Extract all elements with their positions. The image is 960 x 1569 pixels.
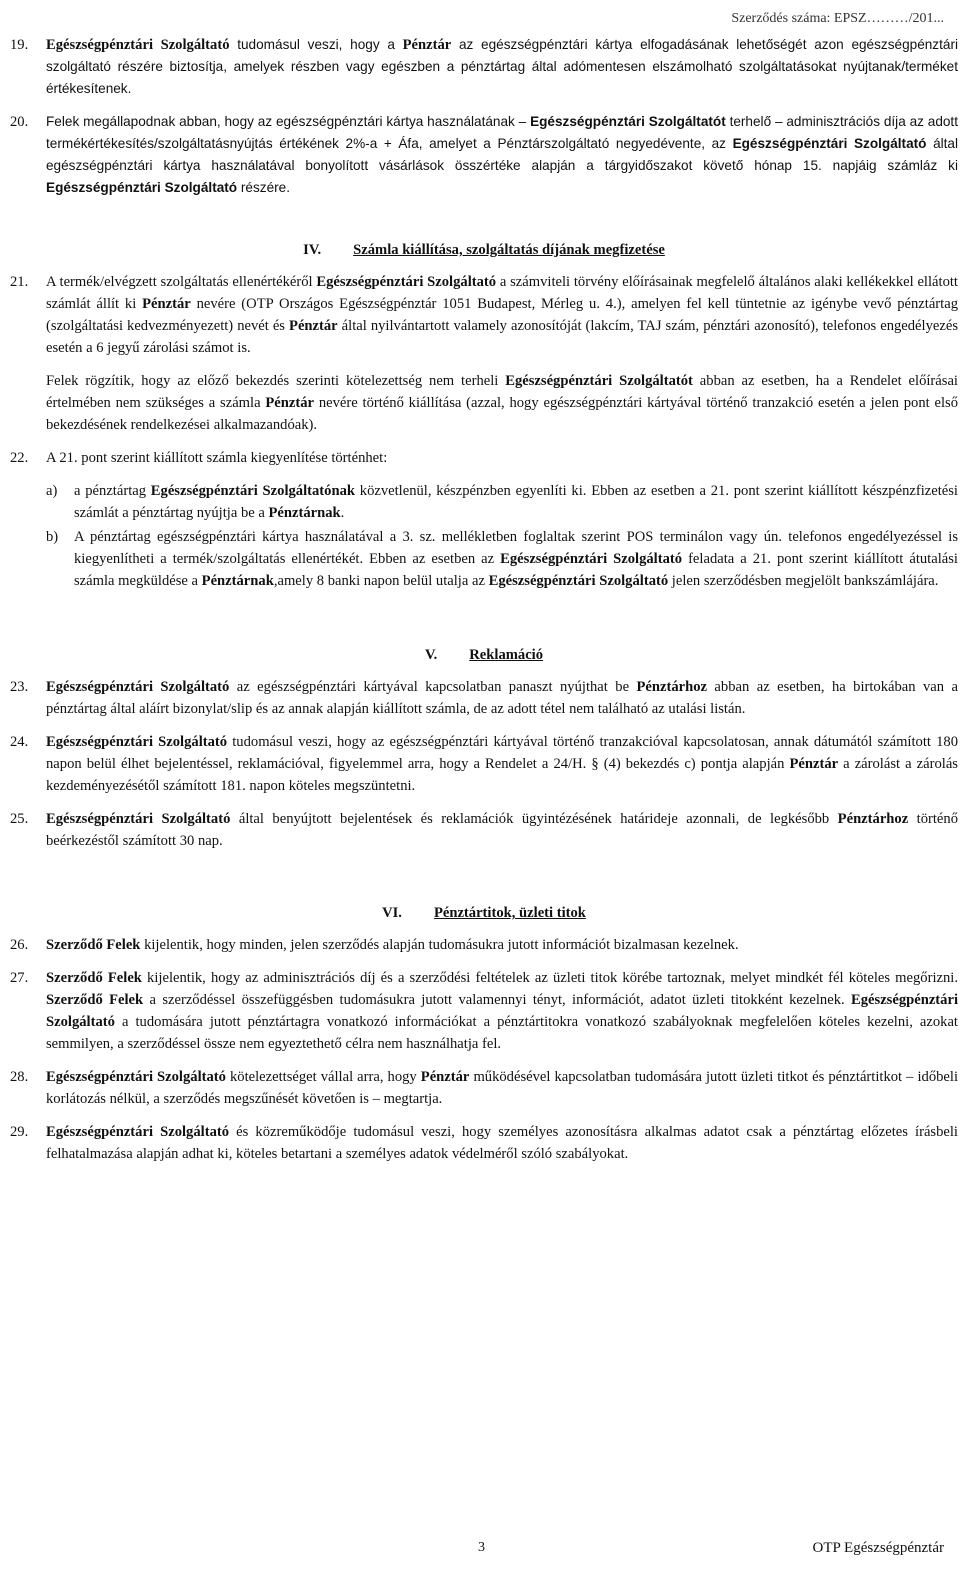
text-run: által nyilvántartott valamely azonosítóját (lakcím, TAJ szám, pénztári azonosító), telefonos engedélyezés esetén a 6 jegyű zárolási számot is. (46, 318, 959, 356)
paragraph-number: 26. (10, 937, 29, 953)
section-number: IV. (303, 242, 322, 258)
text-run: abban az esetben, ha birtokában van a pénztártag által aláírt bizonylat/slip és az annak alapján kiállított számla, de az adott tétel nem található az utalási listán. (46, 679, 958, 717)
paragraph-27 (10, 967, 958, 1055)
bold-term: Egészségpénztári Szolgáltatót (505, 373, 693, 389)
bold-term: Egészségpénztári Szolgáltató (316, 274, 497, 290)
section-number: VI. (382, 905, 402, 921)
text-run: a számviteli törvény előírásainak megfelelő általános alaki kellékekkel ellátott számlát állít ki (46, 274, 958, 312)
paragraph-26 (10, 934, 958, 956)
text-run: nevére történő kiállítása (azzal, hogy egészségpénztári kártyával történő tranzakció esetén a jelen pont első bekezdésének rendelkezései alkalmazandóak). (46, 395, 958, 433)
paragraph-text (46, 731, 958, 797)
paragraph-20 (10, 111, 958, 199)
text-run: jelen szerződésben megjelölt bankszámlájára. (668, 573, 939, 589)
paragraph-19 (10, 34, 958, 100)
paragraph-text (46, 967, 958, 1055)
bold-term: Egészségpénztári Szolgáltató (46, 1069, 226, 1085)
paragraph-text (46, 1066, 958, 1110)
text-run: a tudomására jutott pénztártagra vonatkozó információkat a pénztártitokra vonatkozó szabályoknak megfelelően köteles kezelni, azokat semmilyen, a szerződéssel össze nem egyeztethető célra nem használhatja fel. (46, 1014, 958, 1052)
paragraph-28 (10, 1066, 958, 1110)
bold-term: Pénztárhoz (837, 811, 909, 827)
section-title: Pénztártitok, üzleti titok (433, 905, 586, 921)
document-body (10, 34, 958, 1176)
bold-term: Szerződő Felek (46, 992, 144, 1008)
text-run: a zárolást a zárolás kezdeményezésétől számított 181. napon köteles megszüntetni. (46, 756, 958, 794)
text-run: történő beérkezéstől számított 30 nap. (46, 811, 958, 849)
paragraph-text (46, 676, 958, 720)
bold-term: Szerződő Felek (46, 970, 142, 986)
text-run: abban az esetben, ha a Rendelet előírásai értelmében nem szükséges a számla (46, 373, 958, 411)
bold-term: Egészségpénztári Szolgáltató (46, 1124, 230, 1140)
paragraph-25 (10, 808, 958, 852)
bold-term: Egészségpénztári Szolgáltató (46, 180, 238, 195)
text-run: A pénztártag egészségpénztári kártya használatával a 3. sz. mellékletben foglaltak szerint POS terminálon vagy ún. telefonos engedélyezéssel is kiegyenlítheti a termék/szolgáltatás ellenértékét. Ebben az esetben az (74, 529, 958, 567)
bold-term: Egészségpénztári Szolgáltató (488, 573, 669, 589)
paragraph-24 (10, 731, 958, 797)
text-run: kijelentik, hogy minden, jelen szerződés alapján tudomásukra jutott információt bizalmasan kezelnek. (140, 937, 739, 953)
sub-item-label: b) (46, 529, 59, 545)
bold-term: Pénztárnak (268, 505, 341, 521)
section-heading-v (10, 644, 958, 666)
bold-term: Egészségpénztári Szolgáltató (732, 136, 927, 151)
bold-term: Egészségpénztári Szolgáltatónak (150, 483, 355, 499)
bold-term: Egészségpénztári Szolgáltató (46, 811, 231, 827)
paragraph-number: 24. (10, 734, 29, 750)
paragraph-number: 21. (10, 274, 29, 290)
sub-item-label: a) (46, 483, 58, 499)
bold-term: Pénztárhoz (636, 679, 707, 695)
bold-term: Pénztár (420, 1069, 470, 1085)
text-run: feladata a 21. pont szerint kiállított átutalási számla megküldése a (74, 551, 958, 589)
paragraph-number: 25. (10, 811, 29, 827)
section-title: Reklamáció (469, 647, 544, 663)
paragraph-21-continued (46, 370, 958, 436)
text-run: és közreműködője tudomásul veszi, hogy személyes azonosításra alkalmas adatot csak a pénztártag előzetes írásbeli felhatalmazása alapján adhat ki, köteles betartani a személyes adatok védelméről szóló szabályokat. (46, 1124, 958, 1162)
footer-company: OTP Egészségpénztár (812, 1540, 944, 1556)
text-run: A termék/elvégzett szolgáltatás ellenértékéről (46, 274, 317, 290)
bold-term: Pénztár (402, 37, 452, 53)
text-run: a pénztártag (74, 483, 151, 499)
paragraph-text (46, 934, 958, 956)
text-run: kijelentik, hogy az adminisztrációs díj és a szerződési feltételek az üzleti titok körébe tartoznak, melyet mindkét fél köteles megőrizni. (141, 970, 958, 986)
paragraph-text (46, 34, 958, 100)
bold-term: Pénztár (142, 296, 191, 312)
text-run: terhelő – adminisztrációs díja az adott termékértékesítés/szolgáltatásnyújtás értékének 2%-a + Áfa, amelyet a Pénztárszolgáltató negyedévente, az (46, 114, 958, 151)
bold-term: Egészségpénztári Szolgáltató (46, 679, 230, 695)
text-run: által egészségpénztári kártya használatával bonyolított vásárlások összértéke alapján a tárgyidőszakot követő hónap 15. napjáig számláz ki (46, 136, 959, 173)
section-heading-iv (10, 239, 958, 261)
bold-term: Szerződő Felek (46, 937, 141, 953)
text-run: Felek megállapodnak abban, hogy az egészségpénztári kártya használatának – (46, 114, 531, 129)
bold-term: Pénztárnak (201, 573, 274, 589)
sub-item-b (46, 526, 958, 592)
bold-term: Egészségpénztári Szolgáltatót (530, 114, 726, 129)
paragraph-22 (10, 447, 958, 469)
bold-term: Pénztár (789, 756, 839, 772)
bold-term: Pénztár (265, 395, 315, 411)
text-run: tudomásul veszi, hogy az egészségpénztári kártyával történő tranzakcióval kapcsolatosan, annak dátumától számított 180 napon belül élhet bejelentéssel, reklamációval, figyelemmel arra, hogy a Rendelet a 24/H. § (4) bekezdés c) pontja alapján (46, 734, 958, 772)
paragraph-number: 29. (10, 1124, 29, 1140)
text-run: a szerződéssel összefüggésben tudomásukra jutott valamennyi tényt, információt, adatot üzleti titokként kezelnek. (143, 992, 851, 1008)
text-run: az egészségpénztári kártya elfogadásának lehetőségét azon egészségpénztári szolgáltató részére biztosítja, amelyek részben vagy egészben a pénztártag által adómentesen elszámolható szolgáltatásokat nyújtanak/terméket értékesítenek. (46, 37, 958, 96)
contract-number-header: Szerződés száma: EPSZ………/201... (731, 11, 944, 26)
bold-term: Egészségpénztári Szolgáltató (46, 992, 958, 1030)
paragraph-29 (10, 1121, 958, 1165)
paragraph-number: 22. (10, 450, 29, 466)
paragraph-number: 19. (10, 37, 29, 53)
bold-term: Egészségpénztári Szolgáltató (46, 734, 228, 750)
paragraph-text (46, 111, 958, 199)
paragraph-21 (10, 271, 958, 359)
sub-item-text (74, 480, 958, 524)
text-run: részére. (237, 180, 290, 195)
section-title: Számla kiállítása, szolgáltatás díjának megfizetése (353, 242, 665, 258)
text-run: az egészségpénztári kártyával kapcsolatban panaszt nyújthat be (229, 679, 637, 695)
paragraph-text (46, 1121, 958, 1165)
text-run: tudomásul veszi, hogy a (229, 37, 403, 52)
text-run: nevére (OTP Országos Egészségpénztár 1051 Budapest, Mérleg u. 4.), amelyen fel kell tüntetnie az igénybe vevő pénztártag (szolgáltatási kedvezményezett) nevét és (46, 296, 958, 334)
section-heading-vi (10, 902, 958, 924)
bold-term: Egészségpénztári Szolgáltató (46, 37, 230, 53)
page-number: 3 (478, 1540, 485, 1555)
sub-item-a (46, 480, 958, 524)
text-run: működésével kapcsolatban tudomására jutott üzleti titkot és pénztártitkot – időbeli korlátozás nélkül, a szerződés megszűnését követően is – megtartja. (46, 1069, 958, 1107)
paragraph-text (46, 271, 958, 359)
section-number: V. (424, 647, 438, 663)
text-run: . (340, 505, 345, 521)
sub-item-text (74, 526, 958, 592)
paragraph-23 (10, 676, 958, 720)
paragraph-number: 23. (10, 679, 29, 695)
text-run: által benyújtott bejelentések és reklamációk ügyintézésének határideje azonnali, de legkésőbb (230, 811, 838, 827)
paragraph-text (46, 808, 958, 852)
text-run: közvetlenül, készpénzben egyenlíti ki. Ebben az esetben a 21. pont szerint kiállított készpénzfizetési számlát a pénztártag nyújtja be a (74, 483, 958, 521)
bold-term: Pénztár (289, 318, 338, 334)
bold-term: Egészségpénztári Szolgáltató (500, 551, 683, 567)
text-run: Felek rögzítik, hogy az előző bekezdés szerinti kötelezettség nem terheli (46, 373, 506, 389)
paragraph-number: 27. (10, 970, 29, 986)
text-run: kötelezettséget vállal arra, hogy (225, 1069, 421, 1085)
text-run: ,amely 8 banki napon belül utalja az (273, 573, 489, 589)
paragraph-number: 20. (10, 114, 29, 130)
paragraph-text: A 21. pont szerint kiállított számla kiegyenlítése történhet: (46, 450, 388, 466)
paragraph-number: 28. (10, 1069, 29, 1085)
